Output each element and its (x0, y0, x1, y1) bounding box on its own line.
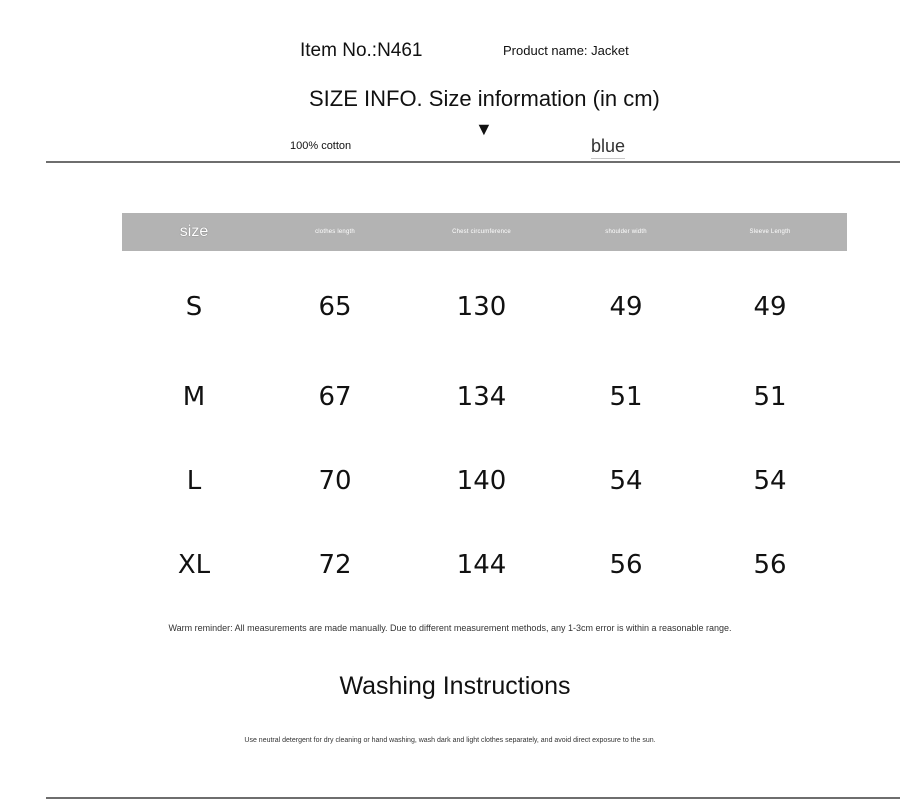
cell-sleeve: 51 (753, 382, 787, 412)
size-table-header-row (122, 213, 847, 251)
arrow-down-icon: ▼ (475, 119, 493, 139)
cell-chest: 130 (456, 292, 507, 322)
cell-clothes-length: 67 (318, 382, 352, 412)
cell-chest: 144 (456, 550, 507, 580)
table-row (122, 439, 847, 523)
cell-shoulder: 49 (609, 292, 643, 322)
color-label: blue (591, 136, 626, 156)
bottom-divider (46, 797, 900, 799)
cell-size: S (185, 292, 203, 322)
cell-sleeve: 56 (753, 550, 787, 580)
header-chest-circumference: Chest circumference (404, 213, 559, 251)
cell-shoulder: 54 (609, 466, 643, 496)
product-name: Product name: Jacket (503, 43, 629, 58)
cell-clothes-length: 70 (318, 466, 352, 496)
color-underline (591, 158, 625, 159)
cell-size: XL (177, 550, 211, 580)
material-label: 100% cotton (290, 140, 352, 152)
size-table (122, 213, 847, 607)
header-clothes-length: clothes length (266, 213, 404, 251)
item-number: Item No.:N461 (300, 40, 423, 61)
cell-chest: 134 (456, 382, 507, 412)
cell-chest: 140 (456, 466, 507, 496)
size-info-title: SIZE INFO. Size information (in cm) (309, 86, 660, 111)
table-row (122, 523, 847, 607)
header-sleeve-length: Sleeve Length (693, 213, 847, 251)
header-shoulder-width: shoulder width (559, 213, 693, 251)
table-row (122, 355, 847, 439)
table-row (122, 251, 847, 355)
washing-title: Washing Instructions (339, 672, 571, 700)
warm-reminder: Warm reminder: All measurements are made manually. Due to different measurement methods, any 1-3cm error is within a reasonable range. (168, 623, 732, 633)
cell-sleeve: 49 (753, 292, 787, 322)
cell-size: M (182, 382, 206, 412)
header-size: size (122, 213, 266, 251)
cell-size: L (186, 466, 202, 496)
washing-text: Use neutral detergent for dry cleaning or hand washing, wash dark and light clothes separately, and avoid direct exposure to the sun. (244, 737, 656, 744)
cell-shoulder: 51 (609, 382, 643, 412)
cell-clothes-length: 72 (318, 550, 352, 580)
top-divider (46, 161, 900, 163)
cell-shoulder: 56 (609, 550, 643, 580)
cell-clothes-length: 65 (318, 292, 352, 322)
cell-sleeve: 54 (753, 466, 787, 496)
